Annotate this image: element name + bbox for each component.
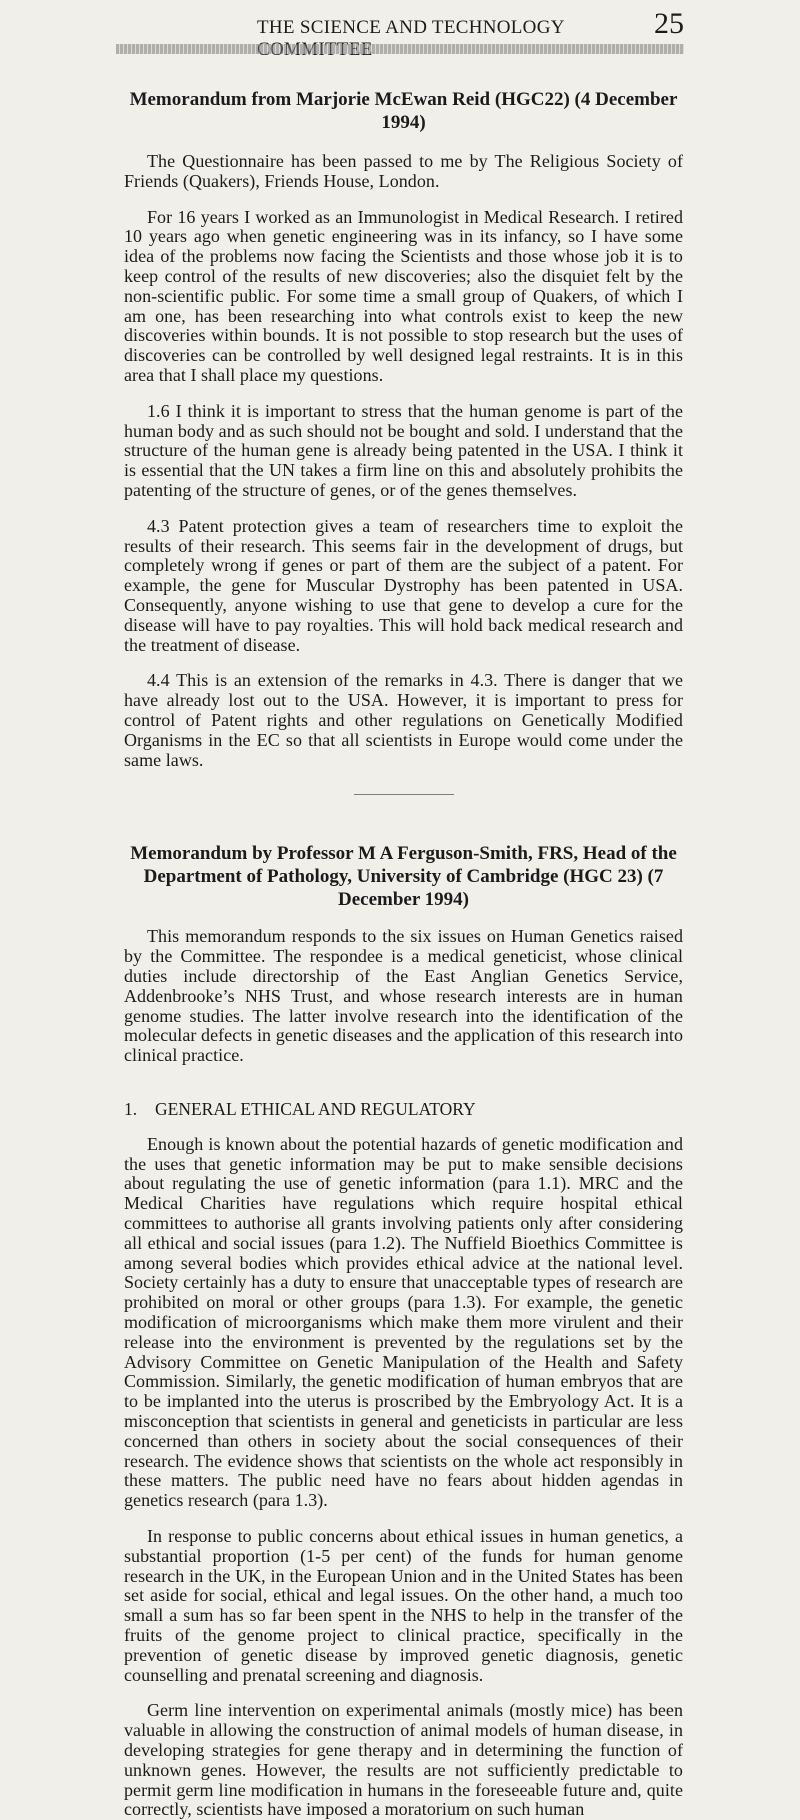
memo1-paragraph-background: For 16 years I worked as an Immunologist in Medical Research. I retired 10 years ago when genetic engineering was in its infancy, so I have some idea of the problems now facing the Scientists and those whose job it is to keep control of the results of new discoveries; also the disquiet felt by the non-scientific public. For some time a small group of Quakers, of which I am one, has been researching into what controls exist to keep the new discoveries within bounds. It is not possible to stop research but the uses of discoveries can be controlled by well designed legal restraints. It is in this area that I shall place my questions. (124, 206, 683, 385)
section-paragraph-germ-line: Germ line intervention on experimental animals (mostly mice) has been valuable in allowing the construction of animal models of human disease, in developing strategies for gene therapy and in determining the function of unknown genes. However, the results are not sufficiently predictable to permit germ line modification in humans in the foreseeable future and, quite correctly, scientists have imposed a moratorium on such human (124, 1700, 683, 1820)
memo1-paragraph-4-3: 4.3 Patent protection gives a team of researchers time to exploit the results of their research. This seems fair in the development of drugs, but completely wrong if genes or part of them are the subject of a patent. For example, the gene for Muscular Dystrophy has been patented in USA. Consequently, anyone wishing to use that gene to develop a cure for the disease will have to pay royalties. This will hold back medical research and the treatment of disease. (124, 515, 683, 655)
memo2-intro-paragraph: This memorandum responds to the six issues on Human Genetics raised by the Committee. The respondee is a medical geneticist, whose clinical duties include directorship of the East Anglian Genetics Service, Addenbrooke’s NHS Trust, and whose research interests are in human genome studies. The latter involve research into the identification of the molecular defects in genetic diseases and the application of this research into clinical practice. (124, 926, 683, 1066)
memo1-paragraph-1-6: 1.6 I think it is important to stress that the human genome is part of the human body and as such should not be bought and sold. I understand that the structure of the human gene is already being patented in the USA. I think it is essential that the UN takes a firm line on this and absolutely prohibits the patenting of the structure of genes, or of the genes themselves. (124, 400, 683, 500)
memo1-paragraph-4-4: 4.4 This is an extension of the remarks in 4.3. There is danger that we have already lost out to the USA. However, it is important to press for control of Patent rights and other regulations on Genetically Modified Organisms in the EC so that all scientists in Europe would come under the same laws. (124, 670, 683, 770)
memo1-title: Memorandum from Marjorie McEwan Reid (HGC22) (4 December 1994) (129, 89, 678, 133)
page-number: 25 (654, 7, 684, 40)
section-number: 1. (124, 1098, 138, 1119)
memo2-title: Memorandum by Professor M A Ferguson-Smith, FRS, Head of the Department of Pathology, University of Cambridge (HGC 23) (7 December 1994) (130, 843, 677, 911)
section-paragraph-funding: In response to public concerns about ethical issues in human genetics, a substantial proportion (1-5 per cent) of the funds for human genome research in the UK, in the European Union and in the United States has been set aside for social, ethical and legal issues. On the other hand, a much too small a sum has so far been spent in the NHS to help in the transfer of the fruits of the genome project to clinical practice, specifically in the prevention of genetic disease by improved genetic diagnosis, genetic counselling and prenatal screening and diagnosis. (124, 1526, 683, 1685)
section-heading (124, 1098, 683, 1120)
page-body (124, 88, 683, 1820)
section-paragraph-regulation: Enough is known about the potential hazards of genetic modification and the uses that genetic information may be put to make sensible decisions about regulating the use of genetic information (para 1.1). MRC and the Medical Charities have regulations which require hospital ethical committees to authorise all grants involving patients only after considering all ethical and social issues (para 1.2). The Nuffield Bioethics Committee is among several bodies which provides ethical advice at the national level. Society certainly has a duty to ensure that unacceptable types of research are prohibited on moral or other groups (para 1.3). For example, the genetic modification of microorganisms which make them more virulent and their release into the environment is prevented by the regulations set by the Advisory Committee on Genetic Manipulation of the Health and Safety Commission. Similarly, the genetic modification of human embryos that are to be implanted into the uterus is proscribed by the Embryology Act. It is a misconception that scientists in general and geneticists in particular are less concerned than others in society about the social consequences of their research. The evidence shows that scientists on the whole act responsibly in these matters. The public need have no fears about hidden agendas in genetics research (para 1.3). (124, 1133, 683, 1511)
section-title: GENERAL ETHICAL AND REGULATORY (155, 1098, 476, 1119)
running-title: THE SCIENCE AND TECHNOLOGY (257, 17, 565, 38)
memo1-paragraph-intro: The Questionnaire has been passed to me by The Religious Society of Friends (Quakers), Friends House, London. (124, 151, 683, 191)
section-divider (354, 794, 454, 795)
header-rule (116, 44, 684, 54)
